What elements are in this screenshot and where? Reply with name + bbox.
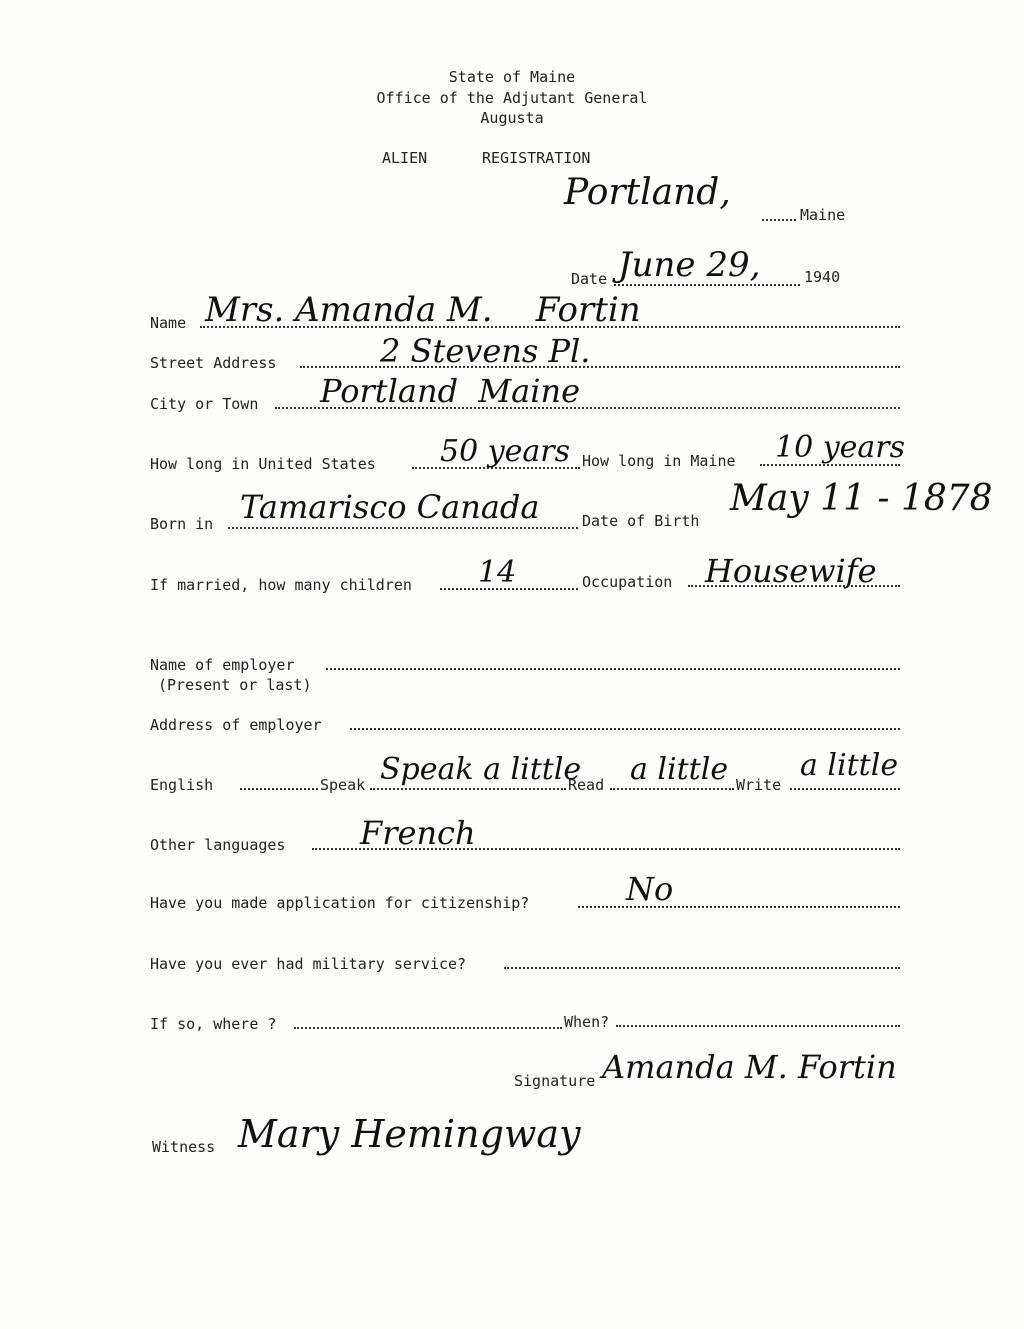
occupation-label: Occupation bbox=[582, 573, 673, 591]
dob-label: Date of Birth bbox=[582, 512, 700, 530]
born-value: Tamarisco Canada bbox=[240, 488, 540, 526]
employer-dots bbox=[326, 668, 900, 670]
other-lang-label: Other languages bbox=[150, 836, 286, 854]
witness-label: Witness bbox=[152, 1138, 216, 1156]
write-label: Write bbox=[736, 776, 782, 794]
speak-dots bbox=[370, 788, 566, 790]
read-label: Read bbox=[568, 776, 605, 794]
where-dots bbox=[294, 1027, 562, 1029]
maine-label: How long in Maine bbox=[582, 452, 736, 470]
where-label: If so, where ? bbox=[150, 1015, 277, 1033]
location-state-label: Maine bbox=[800, 206, 846, 224]
when-label: When? bbox=[564, 1013, 610, 1031]
street-label: Street Address bbox=[150, 354, 277, 372]
signature-value: Amanda M. Fortin bbox=[602, 1048, 897, 1086]
form-title-registration: REGISTRATION bbox=[482, 149, 591, 167]
location-dots bbox=[762, 219, 796, 221]
citizenship-label: Have you made application for citizenship? bbox=[150, 894, 530, 912]
location-city-value: Portland, bbox=[564, 172, 731, 213]
name-value: Mrs. Amanda M. Fortin bbox=[205, 290, 641, 330]
military-dots bbox=[504, 967, 900, 969]
born-dots bbox=[228, 527, 578, 529]
children-value: 14 bbox=[478, 555, 517, 590]
name-label: Name bbox=[150, 314, 187, 332]
write-dots bbox=[790, 788, 900, 790]
write-value: a little bbox=[800, 748, 899, 783]
us-label: How long in United States bbox=[150, 455, 376, 473]
street-value: 2 Stevens Pl. bbox=[380, 332, 591, 370]
city-label: City or Town bbox=[150, 395, 259, 413]
date-label: Date bbox=[571, 270, 608, 288]
header-state: State of Maine bbox=[448, 68, 576, 86]
children-label: If married, how many children bbox=[150, 576, 412, 594]
english-dots bbox=[240, 788, 318, 790]
city-value: Portland Maine bbox=[320, 372, 581, 410]
date-dots bbox=[614, 284, 800, 286]
military-label: Have you ever had military service? bbox=[150, 955, 467, 973]
header-city: Augusta bbox=[480, 109, 544, 127]
dob-value: May 11 - 1878 bbox=[730, 478, 993, 519]
witness-value: Mary Hemingway bbox=[238, 1112, 581, 1156]
employer-sublabel: (Present or last) bbox=[158, 676, 312, 694]
english-label: English bbox=[150, 776, 214, 794]
employer-label: Name of employer bbox=[150, 656, 295, 674]
us-value: 50 years bbox=[440, 434, 571, 469]
born-label: Born in bbox=[150, 515, 214, 533]
speak-label: Speak bbox=[320, 776, 366, 794]
read-dots bbox=[610, 788, 734, 790]
read-value: a little bbox=[630, 752, 729, 787]
date-value: June 29, bbox=[618, 245, 761, 285]
employer-address-label: Address of employer bbox=[150, 716, 322, 734]
speak-value: Speak a little bbox=[380, 752, 582, 787]
citizenship-value: No bbox=[626, 870, 674, 908]
maine-value: 10 years bbox=[775, 430, 906, 465]
occupation-value: Housewife bbox=[705, 552, 877, 590]
employer-address-dots bbox=[350, 728, 900, 730]
form-title-alien: ALIEN bbox=[382, 149, 428, 167]
header-office: Office of the Adjutant General bbox=[376, 89, 648, 107]
when-dots bbox=[616, 1025, 900, 1027]
date-year: 1940 bbox=[804, 268, 841, 286]
other-lang-value: French bbox=[360, 814, 476, 852]
signature-label: Signature bbox=[514, 1072, 596, 1090]
